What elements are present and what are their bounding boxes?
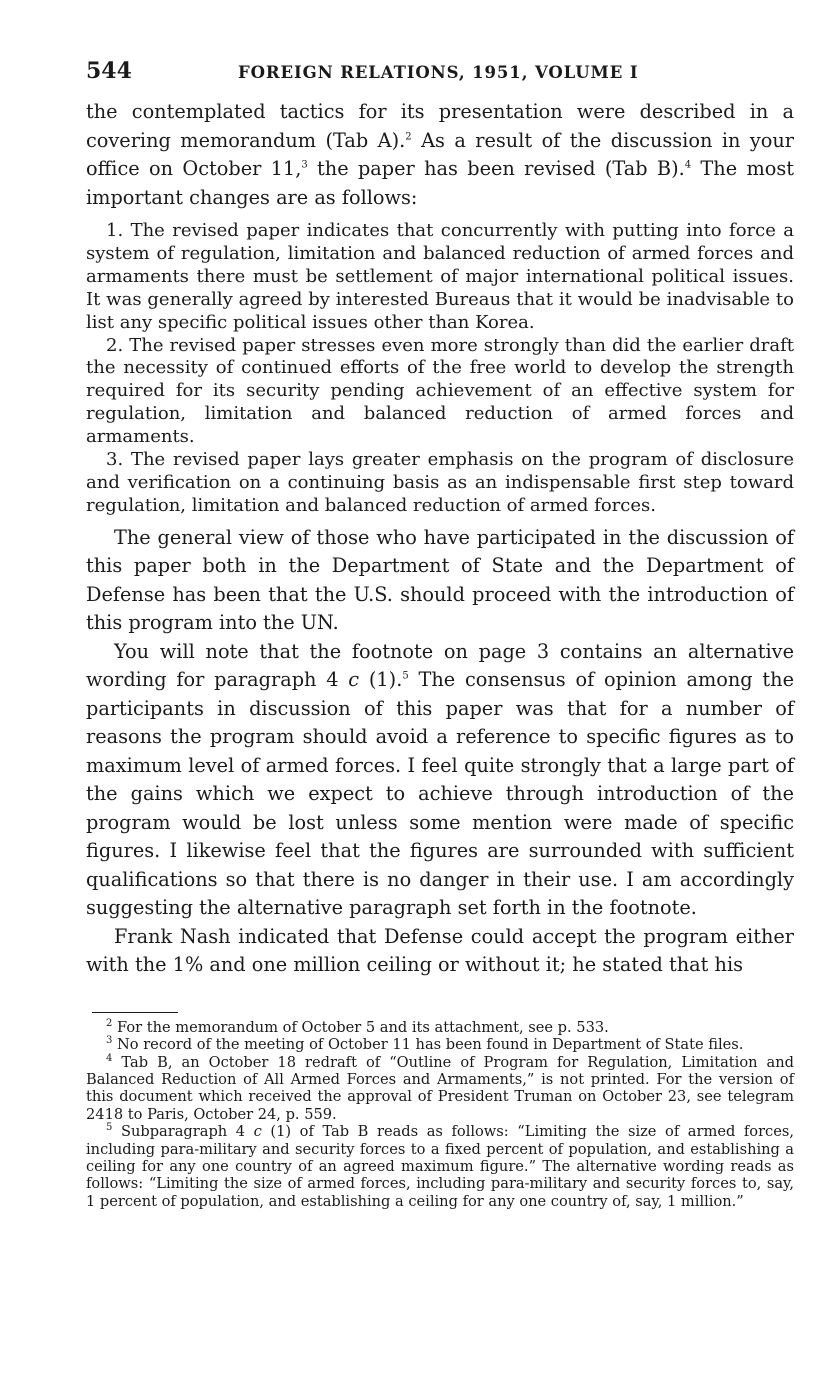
- running-title: FOREIGN RELATIONS, 1951, VOLUME I: [238, 63, 639, 82]
- body-text: [86, 98, 794, 980]
- para-text-c: The consensus of opinion among the participants in discussion of this paper was that for a number of reasons the program should avoid a reference to specific figures as to maximum level of armed forces. I feel quite strongly that a large part of the gains which we expect to achieve through introduction of the program would be lost unless some mention were made of specific figures. I likewise feel that the figures are surrounded with sufficient qualifications so that there is no danger in their use. I am accordingly suggesting the alternative paragraph set forth in the footnote.: [86, 668, 794, 920]
- general-view-paragraph: The general view of those who have participated in the discussion of this paper both in the Department of State and the Department of Defense has been that the U.S. should proceed with the introduction of this program into the UN.: [86, 525, 794, 635]
- footnote-ref-3: 3: [301, 159, 308, 171]
- footnote-text: For the memorandum of October 5 and its attachment, see p. 533.: [112, 1018, 609, 1036]
- footnote-text-b: (1) of Tab B reads as follows: “Limiting the size of armed forces, including para-military and security forces to a fixed percent of population, and establishing a ceiling for any one country of an agreed maximum figure.” The alternative wording reads as follows: “Limiting the size of armed forces, including para-military and security forces to, say, 1 percent of population, and establishing a ceiling for any one country of, say, 1 million.”: [86, 1123, 794, 1210]
- footnote-4: [86, 1054, 794, 1124]
- footnote-marker: 5: [106, 1122, 113, 1134]
- footnote-ref-2: 2: [405, 131, 412, 143]
- nash-paragraph: Frank Nash indicated that Defense could accept the program either with the 1% and one million ceiling or without it; he stated that his: [86, 924, 794, 977]
- footnote-2: [86, 1019, 794, 1036]
- para-text-a: You will note that the footnote on page 3 contains an alternative wording for paragraph 4: [86, 639, 794, 692]
- footnote-text: Tab B, an October 18 redraft of “Outline of Program for Regulation, Limitation and Balanced Reduction of All Armed Forces and Armaments,” is not printed. For the version of this document which received the approval of President Truman on October 23, see telegram 2418 to Paris, October 24, p. 559.: [86, 1053, 794, 1123]
- intro-text-d: The most important changes are as follows:: [86, 157, 794, 209]
- footnote-marker: 2: [106, 1017, 113, 1029]
- footnote-italic-c: c: [253, 1123, 262, 1141]
- intro-text-b: As a result of the discussion in your office on October 11,: [86, 128, 794, 180]
- page-number: 544: [86, 58, 132, 84]
- footnote-text-a: Subparagraph 4: [112, 1123, 254, 1141]
- footnote-divider: [92, 1012, 178, 1013]
- intro-paragraph: [86, 98, 794, 212]
- footnote-marker: 3: [106, 1035, 113, 1047]
- footnote-discussion-paragraph: [86, 638, 794, 923]
- footnote-3: [86, 1036, 794, 1053]
- footnote-marker: 4: [106, 1052, 113, 1064]
- footnote-text: No record of the meeting of October 11 has been found in Department of State files.: [112, 1036, 744, 1054]
- change-item-3: 3. The revised paper lays greater emphasis on the program of disclosure and verification on a continuing basis as an indispensable first step toward regulation, limitation and balanced reduction of armed forces.: [86, 449, 794, 516]
- para-text-b: (1).: [359, 668, 403, 692]
- changes-list: [86, 220, 794, 518]
- intro-text-c: the paper has been revised (Tab B).: [307, 157, 685, 180]
- footnote-ref-5: 5: [402, 670, 409, 682]
- footnote-5: [86, 1123, 794, 1210]
- footnote-ref-4: 4: [684, 159, 692, 171]
- change-item-1: 1. The revised paper indicates that concurrently with putting into force a system of regulation, limitation and balanced reduction of armed forces and armaments there must be settlement of major international political issues. It was generally agreed by interested Bureaus that it would be inadvisable to list any specific political issues other than Korea.: [86, 220, 794, 333]
- page-header: [86, 58, 794, 90]
- change-item-2: 2. The revised paper stresses even more strongly than did the earlier draft the necessity of continued efforts of the free world to develop the strength required for its security pending achievement of an effective system for regulation, limitation and balanced reduction of armed forces and armaments.: [86, 334, 794, 448]
- para-italic-c: c: [348, 668, 360, 692]
- footnotes: [86, 1019, 794, 1210]
- intro-text-a: the contemplated tactics for its presentation were described in a covering memorandum (Tab A).: [86, 100, 794, 152]
